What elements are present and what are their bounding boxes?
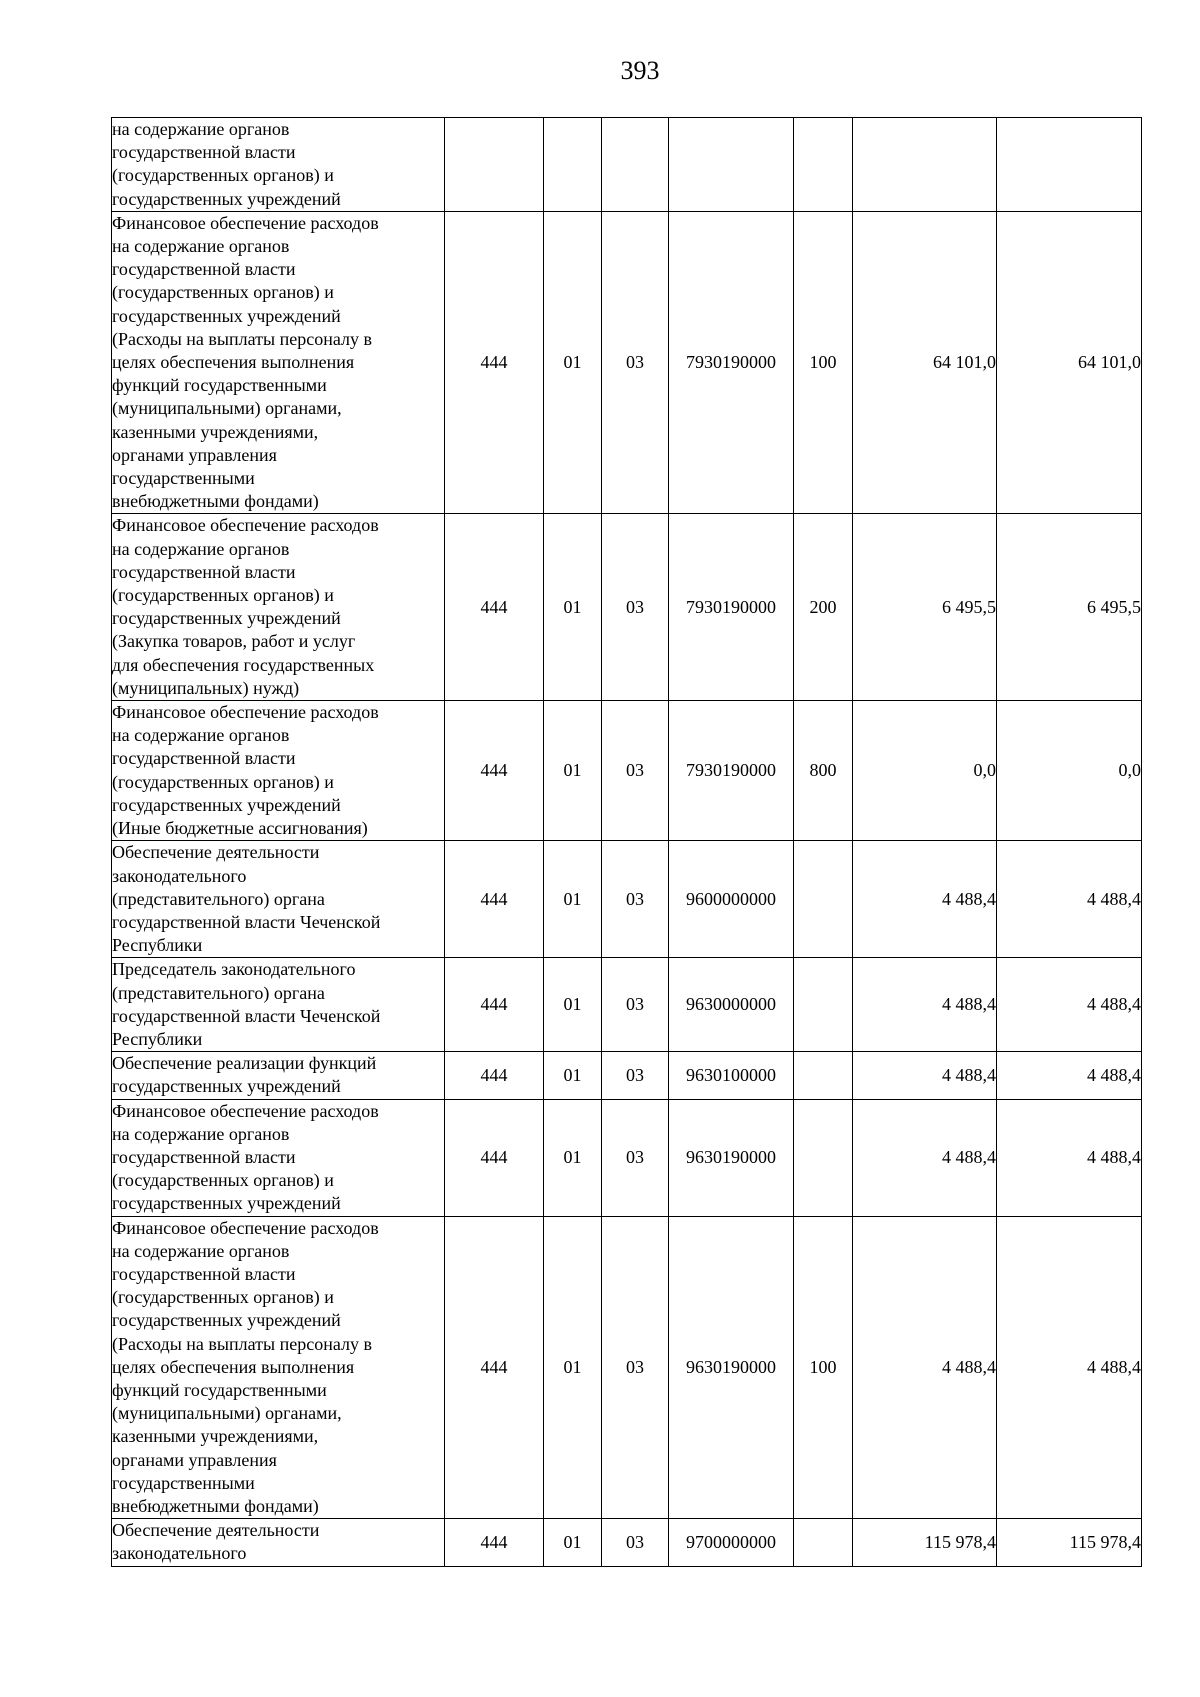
- item-name-line: государственными: [112, 1472, 255, 1493]
- item-name-line: (государственных органов) и: [112, 282, 334, 303]
- expense-type-cell: 800: [794, 701, 853, 841]
- item-name-line: (Расходы на выплаты персоналу в: [112, 1333, 372, 1354]
- ministry-code-cell: 444: [445, 1216, 544, 1519]
- item-name-line: (государственных органов) и: [112, 1170, 334, 1191]
- item-name-line: государственной власти Чеченской: [112, 911, 381, 932]
- table-row: [112, 118, 1142, 212]
- item-name-cell: [112, 1099, 445, 1216]
- subsection-code-cell: 03: [602, 211, 669, 514]
- item-name-line: (муниципальными) органами,: [112, 1403, 342, 1424]
- amount-cell-2: 6 495,5: [997, 514, 1142, 701]
- expense-type-cell: 200: [794, 514, 853, 701]
- item-name-cell: [112, 841, 445, 958]
- item-name-line: государственной власти: [112, 748, 296, 769]
- item-name-line: органами управления: [112, 1449, 277, 1470]
- table-body: [112, 118, 1142, 1567]
- amount-cell-1: 4 488,4: [853, 958, 997, 1052]
- item-name-line: внебюджетными фондами): [112, 491, 319, 512]
- amount-cell-1: 4 488,4: [853, 1099, 997, 1216]
- item-name-line: государственных учреждений: [112, 1076, 341, 1097]
- page-number: 393: [620, 56, 660, 85]
- item-name-line: для обеспечения государственных: [112, 654, 375, 675]
- table-row: [112, 1052, 1142, 1099]
- item-name-line: целях обеспечения выполнения: [112, 1356, 355, 1377]
- ministry-code-cell: 444: [445, 841, 544, 958]
- item-name-line: Финансовое обеспечение расходов: [112, 702, 379, 723]
- item-name-line: государственных учреждений: [112, 794, 341, 815]
- amount-cell-2: 64 101,0: [997, 211, 1142, 514]
- item-name-cell: [112, 514, 445, 701]
- item-name-line: государственной власти: [112, 259, 296, 280]
- item-name-line: (государственных органов) и: [112, 771, 334, 792]
- item-name-line: (Расходы на выплаты персоналу в: [112, 328, 372, 349]
- table-row: [112, 958, 1142, 1052]
- subsection-code-cell: 03: [602, 1052, 669, 1099]
- section-code-cell: 01: [544, 211, 602, 514]
- table-row: [112, 841, 1142, 958]
- expense-type-cell: 100: [794, 1216, 853, 1519]
- amount-cell-1: [853, 118, 997, 212]
- section-code-cell: 01: [544, 958, 602, 1052]
- amount-cell-1: 0,0: [853, 701, 997, 841]
- item-name-line: на содержание органов: [112, 236, 290, 257]
- item-name-cell: [112, 958, 445, 1052]
- subsection-code-cell: [602, 118, 669, 212]
- subsection-code-cell: 03: [602, 1216, 669, 1519]
- subsection-code-cell: 03: [602, 841, 669, 958]
- item-name-line: казенными учреждениями,: [112, 421, 319, 442]
- item-name-line: (Иные бюджетные ассигнования): [112, 818, 368, 839]
- item-name-line: на содержание органов: [112, 538, 290, 559]
- ministry-code-cell: 444: [445, 211, 544, 514]
- item-name-line: государственными: [112, 468, 255, 489]
- item-name-line: государственных учреждений: [112, 305, 341, 326]
- item-name-line: (государственных органов) и: [112, 585, 334, 606]
- section-code-cell: 01: [544, 1052, 602, 1099]
- item-name-line: (Закупка товаров, работ и услуг: [112, 631, 356, 652]
- item-name-cell: [112, 1519, 445, 1566]
- item-name-line: казенными учреждениями,: [112, 1426, 319, 1447]
- amount-cell-1: 64 101,0: [853, 211, 997, 514]
- ministry-code-cell: [445, 118, 544, 212]
- item-name-line: Финансовое обеспечение расходов: [112, 1217, 379, 1238]
- expense-type-cell: 100: [794, 211, 853, 514]
- item-name-line: государственных учреждений: [112, 188, 341, 209]
- item-name-cell: [112, 701, 445, 841]
- amount-cell-2: [997, 118, 1142, 212]
- amount-cell-2: 4 488,4: [997, 1216, 1142, 1519]
- item-name-line: (государственных органов) и: [112, 165, 334, 186]
- amount-cell-2: 115 978,4: [997, 1519, 1142, 1566]
- table-row: [112, 211, 1142, 514]
- target-article-cell: [669, 118, 794, 212]
- target-article-cell: 7930190000: [669, 514, 794, 701]
- item-name-line: на содержание органов: [112, 119, 290, 139]
- target-article-cell: 9630190000: [669, 1216, 794, 1519]
- item-name-line: Республики: [112, 935, 203, 956]
- subsection-code-cell: 03: [602, 958, 669, 1052]
- ministry-code-cell: 444: [445, 1052, 544, 1099]
- amount-cell-2: 4 488,4: [997, 841, 1142, 958]
- item-name-line: государственных учреждений: [112, 1193, 341, 1214]
- target-article-cell: 9700000000: [669, 1519, 794, 1566]
- amount-cell-1: 4 488,4: [853, 841, 997, 958]
- expense-type-cell: [794, 118, 853, 212]
- item-name-line: внебюджетными фондами): [112, 1495, 319, 1516]
- table-row: [112, 514, 1142, 701]
- budget-table: [111, 117, 1142, 1567]
- table-row: [112, 701, 1142, 841]
- target-article-cell: 9630100000: [669, 1052, 794, 1099]
- item-name-line: государственной власти: [112, 1146, 296, 1167]
- amount-cell-1: 115 978,4: [853, 1519, 997, 1566]
- target-article-cell: 9600000000: [669, 841, 794, 958]
- item-name-line: государственной власти: [112, 1263, 296, 1284]
- ministry-code-cell: 444: [445, 1519, 544, 1566]
- item-name-cell: [112, 1052, 445, 1099]
- section-code-cell: 01: [544, 701, 602, 841]
- target-article-cell: 7930190000: [669, 211, 794, 514]
- item-name-cell: [112, 118, 445, 212]
- item-name-line: (государственных органов) и: [112, 1287, 334, 1308]
- item-name-line: (представительного) органа: [112, 982, 325, 1003]
- item-name-line: государственных учреждений: [112, 1310, 341, 1331]
- item-name-line: (представительного) органа: [112, 888, 325, 909]
- subsection-code-cell: 03: [602, 1099, 669, 1216]
- expense-type-cell: [794, 1052, 853, 1099]
- item-name-cell: [112, 1216, 445, 1519]
- item-name-line: на содержание органов: [112, 1123, 290, 1144]
- item-name-line: функций государственными: [112, 375, 327, 396]
- item-name-line: Финансовое обеспечение расходов: [112, 515, 379, 536]
- target-article-cell: 9630000000: [669, 958, 794, 1052]
- expense-type-cell: [794, 1099, 853, 1216]
- item-name-line: государственных учреждений: [112, 608, 341, 629]
- amount-cell-1: 4 488,4: [853, 1216, 997, 1519]
- section-code-cell: 01: [544, 514, 602, 701]
- item-name-line: Финансовое обеспечение расходов: [112, 1100, 379, 1121]
- target-article-cell: 7930190000: [669, 701, 794, 841]
- amount-cell-1: 4 488,4: [853, 1052, 997, 1099]
- item-name-line: Финансовое обеспечение расходов: [112, 212, 379, 233]
- table-row: [112, 1099, 1142, 1216]
- table-row: [112, 1519, 1142, 1566]
- section-code-cell: [544, 118, 602, 212]
- subsection-code-cell: 03: [602, 514, 669, 701]
- item-name-line: Обеспечение деятельности: [112, 842, 320, 863]
- item-name-line: государственной власти: [112, 142, 296, 163]
- subsection-code-cell: 03: [602, 1519, 669, 1566]
- subsection-code-cell: 03: [602, 701, 669, 841]
- amount-cell-2: 0,0: [997, 701, 1142, 841]
- section-code-cell: 01: [544, 1216, 602, 1519]
- amount-cell-1: 6 495,5: [853, 514, 997, 701]
- expense-type-cell: [794, 1519, 853, 1566]
- item-name-line: (муниципальными) органами,: [112, 398, 342, 419]
- target-article-cell: 9630190000: [669, 1099, 794, 1216]
- ministry-code-cell: 444: [445, 701, 544, 841]
- expense-type-cell: [794, 841, 853, 958]
- expense-type-cell: [794, 958, 853, 1052]
- item-name-line: органами управления: [112, 444, 277, 465]
- item-name-line: государственной власти Чеченской: [112, 1005, 381, 1026]
- item-name-line: на содержание органов: [112, 1240, 290, 1261]
- item-name-line: законодательного: [112, 1543, 247, 1564]
- item-name-line: Республики: [112, 1028, 203, 1049]
- item-name-line: на содержание органов: [112, 725, 290, 746]
- item-name-line: (муниципальных) нужд): [112, 677, 300, 698]
- item-name-line: целях обеспечения выполнения: [112, 352, 355, 373]
- item-name-line: Обеспечение реализации функций: [112, 1053, 377, 1074]
- amount-cell-2: 4 488,4: [997, 1052, 1142, 1099]
- ministry-code-cell: 444: [445, 514, 544, 701]
- item-name-line: государственной власти: [112, 561, 296, 582]
- ministry-code-cell: 444: [445, 1099, 544, 1216]
- section-code-cell: 01: [544, 841, 602, 958]
- item-name-line: законодательного: [112, 865, 247, 886]
- amount-cell-2: 4 488,4: [997, 958, 1142, 1052]
- item-name-line: Обеспечение деятельности: [112, 1520, 320, 1541]
- item-name-line: функций государственными: [112, 1379, 327, 1400]
- section-code-cell: 01: [544, 1519, 602, 1566]
- item-name-cell: [112, 211, 445, 514]
- table-row: [112, 1216, 1142, 1519]
- section-code-cell: 01: [544, 1099, 602, 1216]
- amount-cell-2: 4 488,4: [997, 1099, 1142, 1216]
- item-name-line: Председатель законодательного: [112, 959, 356, 980]
- ministry-code-cell: 444: [445, 958, 544, 1052]
